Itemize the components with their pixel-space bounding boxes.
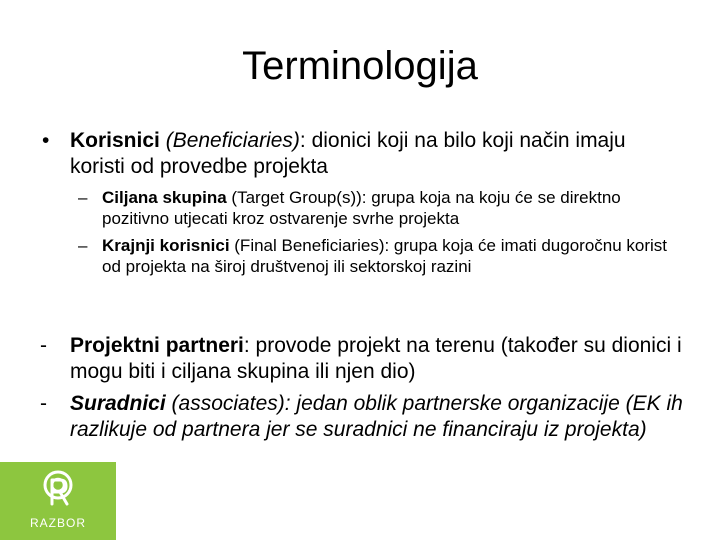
term-ciljana-skupina: Ciljana skupina [102,188,227,207]
dash-item-description: : provode projekt na terenu (također su dionici i mogu biti i ciljana skupina ili njen dio) [70,334,682,383]
term-suradnici: Suradnici [70,392,166,415]
sub-bullet-description: (Final Beneficiaries): grupa koja će imati dugoročnu korist od projekta na široj društvenoj ili sektorskoj razini [102,236,668,276]
sub-bullet-marker: – [78,236,88,255]
term-beneficiaries: (Beneficiaries) [165,129,300,152]
sub-bullet-marker: – [78,188,88,207]
term-projektni-partneri: Projektni partneri [70,334,244,357]
term-krajnji-korisnici: Krajnji korisnici [102,236,230,255]
bullet-marker: • [42,129,50,152]
bullet-korisnici [42,128,682,180]
dash-item-suradnici [40,391,690,443]
sub-bullet-text [102,235,668,277]
dash-item-projektni-partneri [40,333,690,385]
dash-item-description: (associates): jedan oblik partnerske organizacije (EK ih razlikuje od partnera jer se suradnici ne financiraju iz projekta) [70,392,683,441]
bullet-text [70,128,682,180]
bullet-description: : dionici koji na bilo koji način imaju koristi od provedbe projekta [70,129,626,178]
sub-bullet-krajnji-korisnici [78,235,668,277]
term-korisnici: Korisnici [70,129,160,152]
sub-bullet-description: (Target Group(s)): grupa koja na koju će se direktno pozitivno utjecati kroz ostvarenje svrhe projekta [102,188,621,228]
sub-bullet-text [102,187,668,229]
dash-marker: - [40,334,47,357]
dash-item-text [70,333,690,385]
razbor-r-icon [36,468,80,514]
sub-bullet-ciljana-skupina [78,187,668,229]
razbor-logo [0,462,116,540]
dash-marker: - [40,392,47,415]
dash-item-text [70,391,690,443]
logo-text: RAZBOR [29,516,86,530]
slide-title: Terminologija [242,44,478,88]
